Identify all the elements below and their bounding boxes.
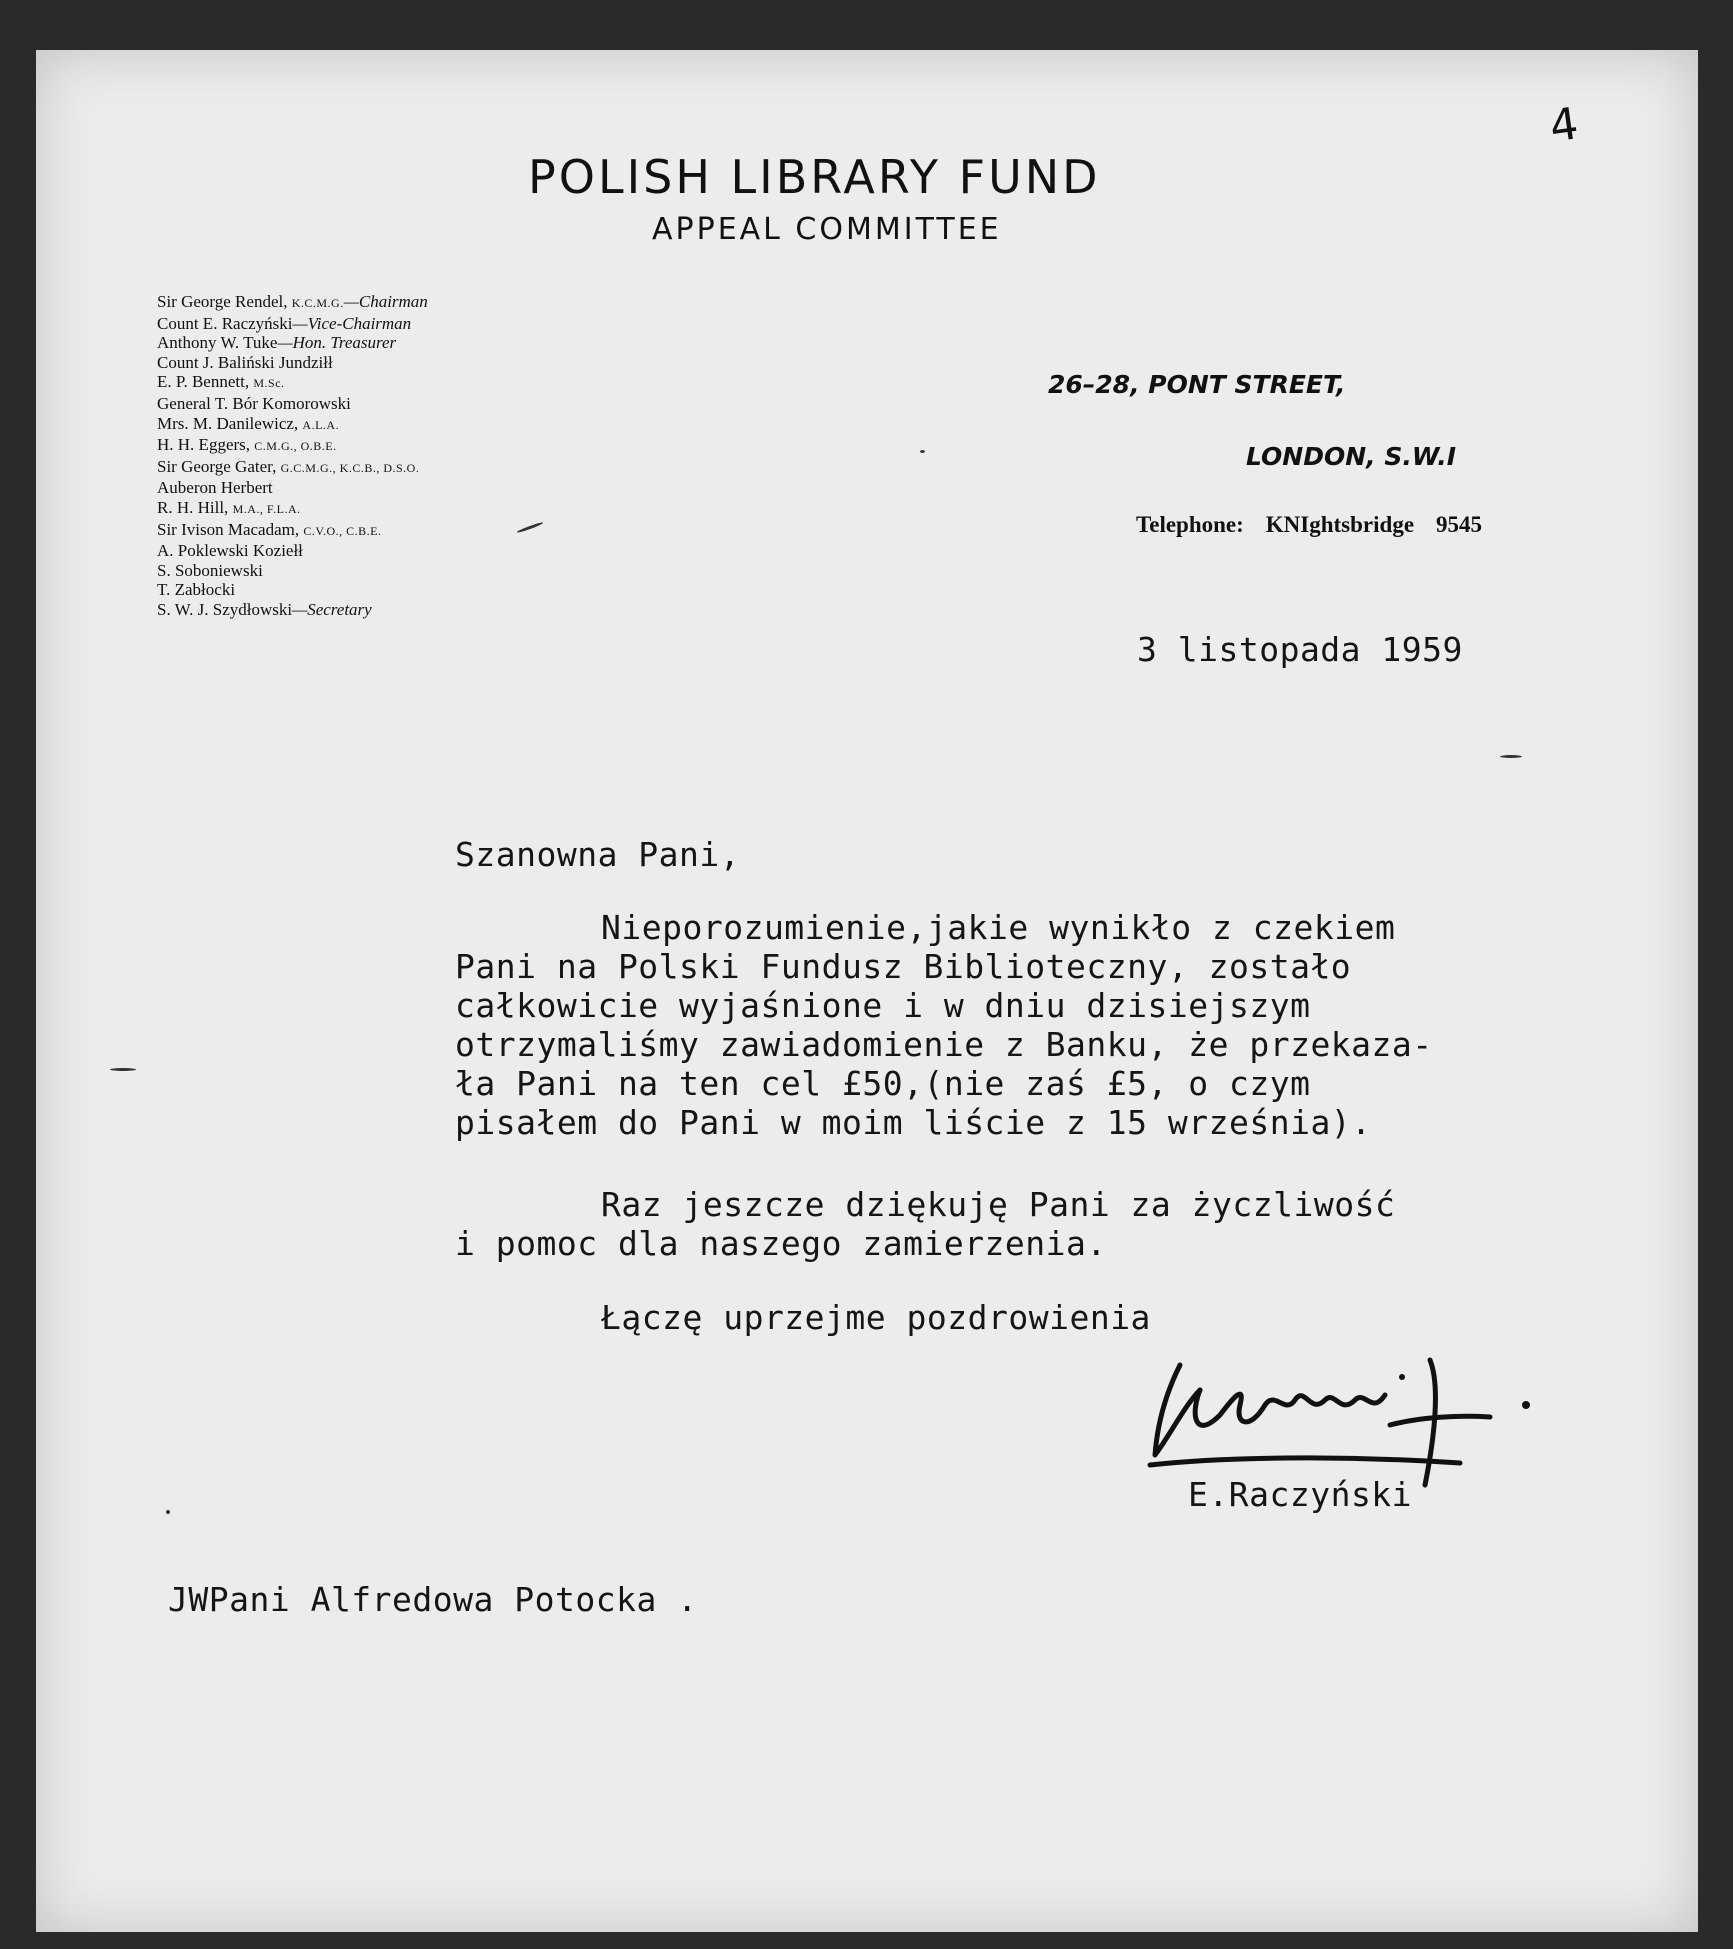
body-line: ła Pani na ten cel £50,(nie zaś £5, o czym [455,1064,1311,1103]
member-name: Sir Ivison Macadam, [157,519,300,539]
committee-member [157,498,597,520]
recipient: JWPani Alfredowa Potocka . [168,1580,698,1619]
member-degrees: M.A., F.L.A. [232,501,301,516]
committee-member [157,292,597,314]
committee-member [157,520,597,542]
member-name: H. H. Eggers, [157,435,251,455]
address-city: LONDON, S.W.I [1246,442,1457,471]
body-line: otrzymaliśmy zawiadomienie z Banku, że przekaza- [455,1025,1433,1064]
member-degrees: A.L.A. [302,417,340,432]
member-role: —Hon. Treasurer [277,333,397,353]
committee-member [157,414,597,436]
member-name: Count J. Baliński Jundziłł [157,352,333,372]
body-line: Nieporozumienie,jakie wynikło z czekiem [601,908,1396,947]
member-degrees: C.M.G., O.B.E. [254,439,337,454]
page-number: 4 [1546,98,1582,153]
committee-member [157,333,597,353]
committee-member [157,561,597,581]
body-paragraph-1 [455,908,1635,1142]
committee-list [157,292,597,620]
closing: Łączę uprzejme pozdrowienia [601,1298,1151,1337]
member-name: T. Zabłocki [157,580,236,600]
member-name: Sir George Gater, [157,456,277,476]
scan-speck [920,450,925,453]
committee-member [157,353,597,373]
scan-speck [166,1510,170,1514]
committee-member [157,314,597,334]
body-line: pisałem do Pani w moim liście z 15 września). [455,1103,1372,1142]
address-street: 26–28, PONT STREET, [1048,370,1346,399]
member-name: Auberon Herbert [157,478,273,498]
letterhead-subtitle: APPEAL COMMITTEE [652,212,1002,247]
member-name: Count E. Raczyński [157,313,293,333]
scan-speck [1500,755,1522,758]
body-line: całkowicie wyjaśnione i w dniu dzisiejszym [455,986,1311,1025]
telephone-number: 9545 [1436,512,1483,537]
letter-date: 3 listopada 1959 [1137,630,1463,669]
committee-member [157,457,597,479]
member-name: R. H. Hill, [157,497,229,517]
committee-member [157,478,597,498]
committee-member [157,600,597,620]
body-line: Pani na Polski Fundusz Biblioteczny, zostało [455,947,1352,986]
member-degrees: C.V.O., C.B.E. [303,523,382,538]
member-role: —Vice-Chairman [292,313,412,333]
telephone-label: Telephone: [1136,512,1244,537]
scan-speck [110,1068,136,1071]
member-name: Sir George Rendel, [157,292,288,311]
committee-member [157,435,597,457]
member-name: General T. Bór Komorowski [157,393,351,413]
member-name: E. P. Bennett, [157,372,250,392]
telephone-exchange: KNIghtsbridge [1265,512,1415,537]
committee-member [157,394,597,414]
telephone [1136,512,1482,538]
member-name: Anthony W. Tuke [157,333,278,353]
member-degrees: K.C.M.G. [291,296,344,310]
member-name: S. W. J. Szydłowski [157,599,293,619]
committee-member [157,580,597,600]
member-role: —Secretary [292,599,372,619]
signer-name: E.Raczyński [1188,1475,1413,1514]
committee-member [157,541,597,561]
member-degrees: G.C.M.G., K.C.B., D.S.O. [280,460,420,475]
member-role: —Chairman [343,292,428,311]
handwritten-signature [1140,1345,1560,1495]
body-line: i pomoc dla naszego zamierzenia. [455,1224,1107,1263]
salutation: Szanowna Pani, [455,835,741,874]
member-name: S. Soboniewski [157,560,263,580]
committee-member [157,372,597,394]
body-paragraph-2 [455,1185,1635,1263]
letterhead-title: POLISH LIBRARY FUND [528,150,1101,204]
member-name: Mrs. M. Danilewicz, [157,413,299,433]
member-name: A. Poklewski Koziełł [157,541,303,561]
member-degrees: M.Sc. [253,376,285,391]
body-line: Raz jeszcze dziękuję Pani za życzliwość [601,1185,1396,1224]
